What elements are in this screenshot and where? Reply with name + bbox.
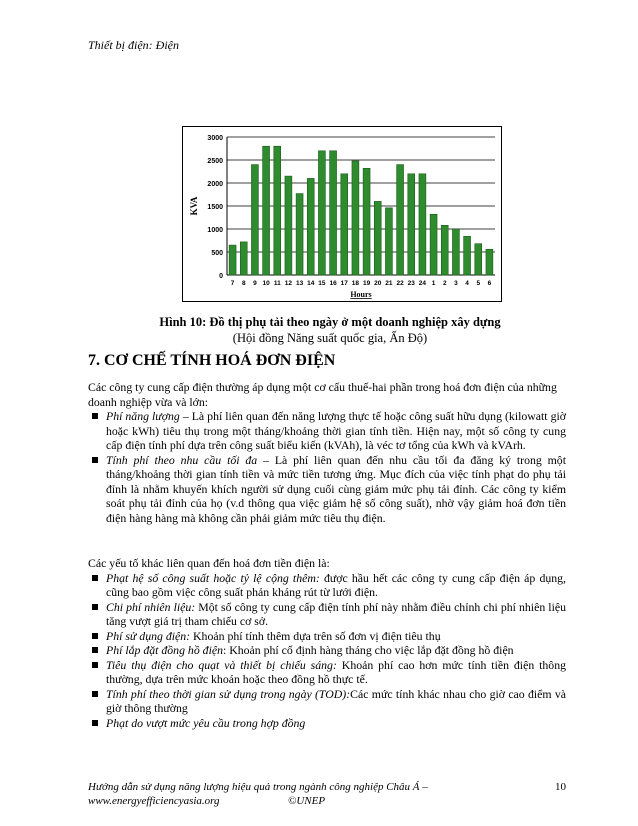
list-item-term: Chi phí nhiên liệu: (106, 599, 196, 614)
list-item-term: Tính phí theo thời gian sử dụng trong ngày (TOD): (106, 686, 351, 701)
footer-website[interactable]: www.energyefficiencyasia.org (88, 795, 220, 807)
x-tick-label: 6 (487, 280, 492, 287)
x-tick-label: 14 (307, 280, 315, 287)
list-item (88, 629, 566, 644)
y-tick-label: 0 (219, 273, 223, 280)
list-item-term: Phí lắp đặt đồng hồ điện (106, 643, 223, 657)
list-item-term: Phạt hệ số công suất hoặc tỷ lệ cộng thêm: (106, 570, 320, 585)
bar (318, 151, 325, 275)
paragraph-intro: Các công ty cung cấp điện thường áp dụng một cơ cấu thuế-hai phần trong hoá đơn điện của những doanh nghiệp vừa và lớn: (88, 380, 557, 409)
x-tick-label: 22 (396, 280, 404, 287)
paragraph-intro: Các yếu tố khác liên quan đến hoá đơn tiền điện là: (88, 556, 330, 570)
bar (307, 178, 314, 275)
bar (430, 214, 437, 275)
list-item (88, 658, 566, 687)
bar (374, 201, 381, 275)
paragraph-tariff (88, 380, 566, 525)
x-tick-label: 9 (253, 280, 257, 287)
x-tick-label: 3 (454, 280, 458, 287)
bar (486, 249, 493, 275)
x-tick-label: 1 (431, 280, 436, 287)
list-item (88, 716, 566, 731)
bar (296, 194, 303, 275)
list-item-term: Tính phí theo nhu cầu tối đa (106, 452, 258, 467)
list-item (88, 571, 566, 600)
factors-list (88, 571, 566, 731)
bar (363, 168, 370, 275)
x-tick-label: 5 (476, 280, 481, 287)
page-header: Thiết bị điện: Điện (88, 38, 179, 52)
y-tick-label: 3000 (207, 135, 223, 142)
bar (464, 236, 471, 275)
x-tick-label: 11 (273, 280, 281, 287)
bar (229, 245, 236, 275)
list-item (88, 600, 566, 629)
bar (441, 225, 448, 275)
footer-title: Hướng dẫn sử dụng năng lượng hiệu quả trong ngành công nghiệp Châu Á – (88, 781, 428, 793)
list-item (88, 409, 566, 453)
x-tick-label: 19 (362, 280, 371, 287)
figure-caption (150, 314, 510, 346)
list-item-text: được hầu hết các công ty cung cấp điện áp dụng, cũng bao gồm việc công suất phản kháng rút từ lưới điện. (106, 570, 566, 599)
footer-copyright: ©UNEP (288, 795, 326, 807)
bar (397, 165, 404, 275)
list-item-text: Các mức tính khác nhau cho giờ cao điểm và giờ thông thường (106, 686, 566, 715)
section-title: 7. CƠ CHẾ TÍNH HOÁ ĐƠN ĐIỆN (88, 352, 336, 369)
caption-source: (Hội đồng Năng suất quốc gia, Ấn Độ) (232, 331, 428, 345)
x-tick-label: 7 (230, 280, 235, 287)
bar-chart-svg (183, 127, 501, 301)
list-item-term: Phí năng lượng (106, 409, 180, 423)
bar (385, 208, 392, 275)
bar (240, 242, 247, 275)
x-tick-label: 16 (329, 280, 337, 287)
list-item-term: Tiêu thụ điện cho quạt và thiết bị chiếu sáng: (106, 657, 337, 672)
list-item (88, 453, 566, 526)
bar (285, 176, 292, 275)
x-tick-label: 2 (442, 280, 447, 287)
x-tick-label: 4 (465, 280, 469, 287)
list-item-text: – Là phí liên quan đến năng lượng thực tế hoặc công suất hữu dụng (kilowatt giờ hoặc kWh) tiêu thụ trong một tháng/khoảng thời gian tính tiền. Hiện nay, một số công ty cung cấp điện tính phí dựa trên công suất biểu kiến (kVAh), là véc tơ tổng của kWh và kVArh. (106, 409, 567, 452)
page-footer (88, 780, 566, 808)
list-item-text: Một số công ty cung cấp điện tính phí này nhằm điều chỉnh chi phí nhiên liệu tăng vượt giá trị tham chiếu cơ sở. (106, 599, 566, 628)
bar (251, 165, 258, 275)
list-item-text: – Là phí liên quan đến nhu cầu tối đa đăng ký trong một tháng/khoảng thời gian tính tiền và mức tiền tương ứng. Mục đích của việc tính phạt do phụ tải đỉnh là nhằm khuyến khích người sử dụng cuối cùng giảm mức phụ tải đỉnh. Các công ty kiểm soát phụ tải đỉnh của họ (v.d thông qua việc giảm hệ số công suất), nhờ vậy giảm hoá đơn tiền điện hàng hàng mà không cần phải giảm mức tiêu thụ điện. (106, 452, 566, 525)
tariff-list (88, 409, 566, 525)
x-tick-label: 23 (407, 280, 415, 287)
load-chart (182, 126, 502, 302)
bar (274, 146, 281, 275)
y-axis-label: KVA (189, 196, 199, 216)
x-tick-label: 8 (241, 280, 246, 287)
list-item-term: Phạt do vượt mức yêu cầu trong hợp đồng (106, 715, 306, 730)
y-tick-label: 500 (211, 250, 223, 257)
x-tick-label: 17 (340, 280, 348, 287)
list-item-text: Khoản phí tính thêm dựa trên số đơn vị điện tiêu thụ (190, 628, 441, 643)
list-item-term: Phí sử dụng điện: (106, 628, 191, 643)
paragraph-other-factors (88, 556, 566, 730)
y-tick-label: 1500 (207, 204, 223, 211)
bar (419, 174, 426, 275)
x-tick-label: 18 (351, 280, 360, 287)
bar (263, 146, 270, 275)
bar (408, 174, 415, 275)
list-item (88, 643, 566, 658)
bar (341, 174, 348, 275)
y-tick-label: 2500 (207, 158, 223, 165)
page-number: 10 (555, 781, 566, 793)
list-item (88, 687, 566, 716)
x-tick-label: 15 (318, 280, 326, 287)
bar (352, 161, 359, 275)
list-item-text: Khoản phí cao hơn mức tính tiền điện thông thường, dựa trên mức khoán hoặc theo đồng hồ thực tế. (106, 657, 566, 686)
list-item-text: : Khoản phí cố định hàng tháng cho việc lắp đặt đồng hồ điện (222, 643, 514, 657)
x-tick-label: 13 (295, 280, 304, 287)
bar (330, 151, 337, 275)
x-tick-label: 24 (418, 280, 427, 287)
y-tick-label: 1000 (207, 227, 223, 234)
x-axis-label: Hours (350, 290, 372, 299)
x-tick-label: 12 (284, 280, 293, 287)
bar (475, 244, 482, 275)
y-tick-label: 2000 (207, 181, 223, 188)
x-tick-label: 20 (374, 280, 382, 287)
x-tick-label: 10 (262, 280, 270, 287)
x-tick-label: 21 (385, 280, 393, 287)
caption-title: Hình 10: Đồ thị phụ tải theo ngày ở một doanh nghiệp xây dựng (159, 315, 501, 329)
bar (452, 229, 459, 275)
